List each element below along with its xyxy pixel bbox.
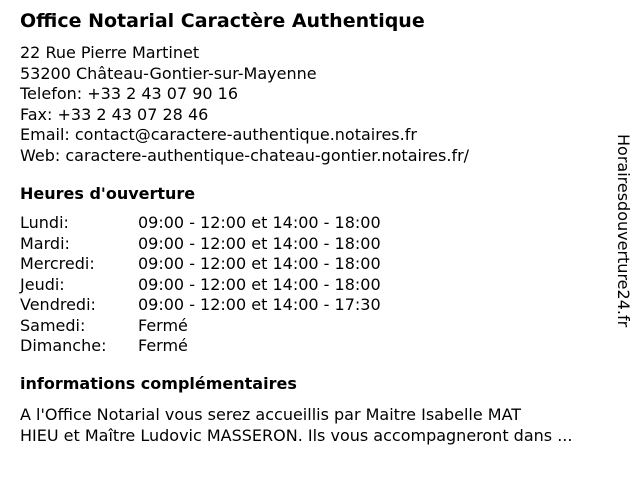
time-value: 09:00 - 12:00 et 14:00 - 18:00 [138, 213, 381, 232]
info-line: A l'Office Notarial vous serez accueillis par Maitre Isabelle MAT [20, 405, 522, 424]
hours-row-wednesday [20, 254, 381, 275]
day-label: Mercredi: [20, 254, 95, 273]
opening-hours-heading: Heures d'ouverture [20, 184, 196, 203]
time-value: 09:00 - 12:00 et 14:00 - 18:00 [138, 254, 381, 273]
contact-block [20, 43, 469, 166]
opening-hours-list [20, 213, 381, 357]
time-value: Fermé [138, 315, 188, 335]
phone-number: Telefon: +33 2 43 07 90 16 [20, 84, 239, 103]
address-city: 53200 Château-Gontier-sur-Mayenne [20, 63, 317, 83]
additional-info-text [20, 404, 630, 446]
hours-row-tuesday [20, 234, 381, 255]
email-address: Email: contact@caractere-authentique.notaires.fr [20, 125, 417, 144]
hours-row-thursday [20, 275, 381, 296]
time-value: 09:00 - 12:00 et 14:00 - 17:30 [138, 295, 381, 314]
day-label: Mardi: [20, 233, 70, 253]
address-street: 22 Rue Pierre Martinet [20, 43, 200, 62]
time-value: Fermé [138, 336, 188, 355]
time-value: 09:00 - 12:00 et 14:00 - 18:00 [138, 274, 381, 294]
day-label: Samedi: [20, 315, 86, 335]
hours-row-friday [20, 295, 381, 316]
info-line: HIEU et Maître Ludovic MASSERON. Ils vous accompagneront dans ... [20, 426, 573, 445]
day-label: Dimanche: [20, 336, 107, 355]
office-name: Office Notarial Caractère Authentique [20, 10, 425, 32]
day-label: Vendredi: [20, 295, 96, 314]
hours-row-monday [20, 213, 381, 234]
time-value: 09:00 - 12:00 et 14:00 - 18:00 [138, 233, 381, 253]
site-watermark: Horairesdouverture24.fr [614, 134, 633, 328]
hours-row-saturday [20, 316, 381, 337]
day-label: Lundi: [20, 213, 69, 232]
hours-row-sunday [20, 336, 381, 357]
additional-info-heading: informations complémentaires [20, 374, 297, 393]
day-label: Jeudi: [20, 274, 65, 294]
fax-number: Fax: +33 2 43 07 28 46 [20, 104, 209, 124]
website-url: Web: caractere-authentique-chateau-gontier.notaires.fr/ [20, 145, 470, 165]
